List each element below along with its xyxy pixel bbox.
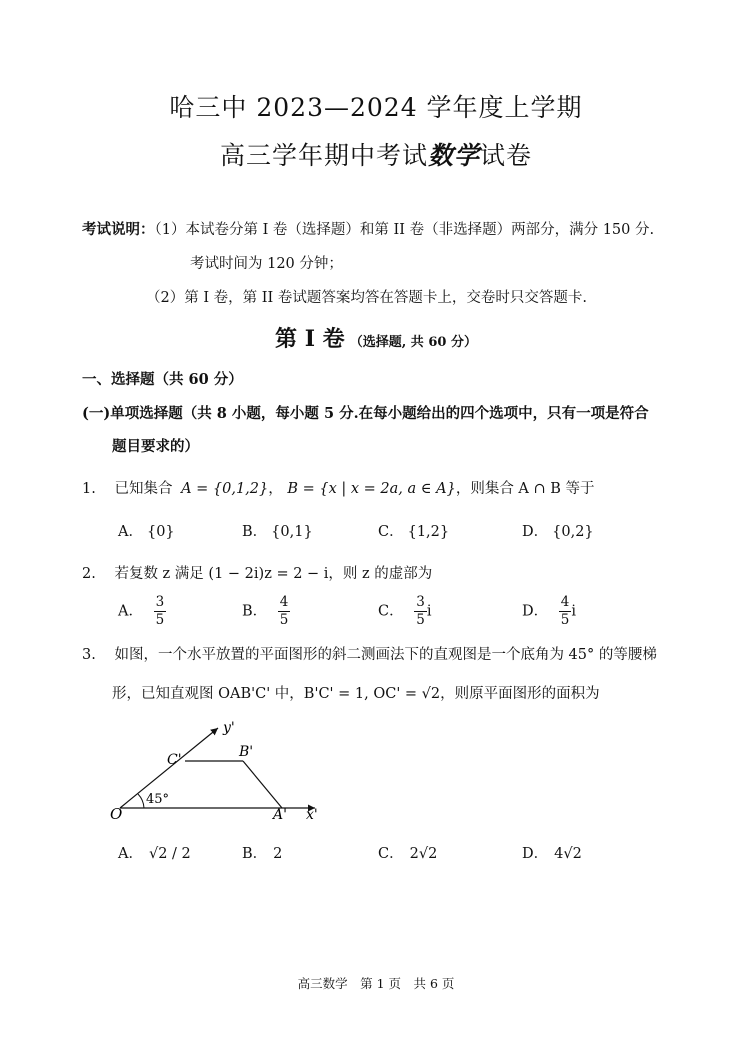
q2-option-c[interactable] xyxy=(378,594,431,629)
q3-option-b[interactable] xyxy=(242,842,282,863)
numerator: 4 xyxy=(560,594,570,610)
question-number: 3. xyxy=(82,647,96,663)
q1-stem-a: 已知集合 xyxy=(114,481,173,497)
fraction xyxy=(154,594,167,629)
q3-option-a[interactable] xyxy=(118,842,191,863)
option-label: A． xyxy=(118,524,143,540)
exam-title-line2 xyxy=(0,136,752,172)
fraction xyxy=(414,594,427,629)
label-o: O xyxy=(110,805,123,823)
instructions-item2: （2）第 I 卷，第 II 卷试题答案均答在答题卡上，交卷时只交答题卡. xyxy=(146,290,587,306)
section-note: （选择题, 共 60 分） xyxy=(349,335,477,350)
option-label: B． xyxy=(242,524,268,540)
numerator: 3 xyxy=(416,594,425,610)
title-subject: 数学 xyxy=(427,141,480,170)
option-value: 4√2 xyxy=(554,846,582,862)
fraction xyxy=(278,594,291,629)
question-3-stem xyxy=(82,643,657,664)
q3-option-c[interactable] xyxy=(378,842,437,863)
instructions-item1: （1）本试卷分第 I 卷（选择题）和第 II 卷（非选择题）两部分，满分 150 分. xyxy=(154,222,655,238)
imaginary-unit: i xyxy=(426,603,432,620)
page-footer: 高三数学 第 1 页 共 6 页 xyxy=(297,976,455,991)
option-label: C． xyxy=(378,603,404,620)
edge-b-a xyxy=(243,761,282,808)
option-value: √2 / 2 xyxy=(148,846,191,862)
fraction xyxy=(559,594,572,629)
q1-stem-b: ，则集合 A ∩ B 等于 xyxy=(455,481,595,497)
q1-option-b[interactable] xyxy=(242,520,313,541)
question-2-stem xyxy=(82,562,432,583)
angle-arc xyxy=(138,794,144,808)
q1-set-a: A = {0,1,2} xyxy=(181,481,269,497)
section-heading xyxy=(0,322,752,353)
option-value: {0,2} xyxy=(552,524,594,540)
question-number: 2. xyxy=(82,566,96,582)
label-x: x' xyxy=(306,807,318,823)
option-label: C． xyxy=(378,846,404,862)
exam-title-line1: 哈三中 2023—2024 学年度上学期 xyxy=(169,93,583,122)
denominator: 5 xyxy=(155,611,165,628)
instructions-label: 考试说明： xyxy=(82,221,155,238)
instructions-line1 xyxy=(82,218,654,239)
option-label: A． xyxy=(118,603,143,620)
option-value: {0} xyxy=(146,524,175,540)
q3-stem-a: 如图，一个水平放置的平面图形的斜二测画法下的直观图是一个底角为 45° 的等腰梯 xyxy=(114,647,657,663)
option-label: D． xyxy=(522,524,549,540)
label-y: y' xyxy=(223,720,235,736)
option-label: A． xyxy=(118,846,143,862)
label-b: B' xyxy=(239,744,254,760)
option-label: C． xyxy=(378,524,404,540)
title-prefix: 高三学年期中考试 xyxy=(219,141,428,170)
q1-option-d[interactable] xyxy=(522,520,594,541)
q1-option-a[interactable] xyxy=(118,520,175,541)
q2-option-b[interactable] xyxy=(242,594,290,629)
label-a: A' xyxy=(273,807,287,823)
q2-stem: 若复数 z 满足 (1 − 2i)z = 2 − i，则 z 的虚部为 xyxy=(114,566,433,582)
trapezoid-figure xyxy=(110,718,330,828)
denominator: 5 xyxy=(279,611,289,628)
option-value: {0,1} xyxy=(271,524,313,540)
sub-heading: (一)单项选择题（共 8 小题，每小题 5 分.在每小题给出的四个选项中，只有一项是符合 xyxy=(82,405,649,422)
part-heading: 一、选择题（共 60 分） xyxy=(82,371,243,388)
option-value: {1,2} xyxy=(407,524,450,540)
q2-option-d[interactable] xyxy=(522,594,576,629)
sub-heading-cont: 题目要求的） xyxy=(112,438,199,455)
q3-stem-b: 形，已知直观图 OAB'C' 中，B'C' = 1, OC' = √2，则原平面图形的面积为 xyxy=(112,686,600,702)
q3-option-d[interactable] xyxy=(522,842,582,863)
option-label: B． xyxy=(242,603,268,620)
option-label: B． xyxy=(242,846,268,862)
instructions-item1-cont: 考试时间为 120 分钟； xyxy=(190,256,343,272)
option-label: D． xyxy=(522,603,549,620)
question-number: 1. xyxy=(82,481,96,497)
q2-option-a[interactable] xyxy=(118,594,166,629)
denominator: 5 xyxy=(416,611,425,628)
q1-comma: ， xyxy=(268,481,283,497)
title-suffix: 试卷 xyxy=(480,141,533,170)
option-value: 2 xyxy=(273,846,283,862)
section-title: 第 I 卷 xyxy=(275,326,345,352)
q1-set-b: B = {x | x = 2a, a ∈ A} xyxy=(287,481,456,497)
q1-option-c[interactable] xyxy=(378,520,449,541)
imaginary-unit: i xyxy=(571,603,576,620)
option-label: D． xyxy=(522,846,549,862)
label-angle: 45° xyxy=(146,792,170,807)
denominator: 5 xyxy=(560,611,570,628)
option-value: 2√2 xyxy=(409,846,438,862)
numerator: 4 xyxy=(279,594,289,610)
label-c: C' xyxy=(167,752,182,768)
question-1-stem xyxy=(82,477,595,498)
numerator: 3 xyxy=(155,594,165,610)
